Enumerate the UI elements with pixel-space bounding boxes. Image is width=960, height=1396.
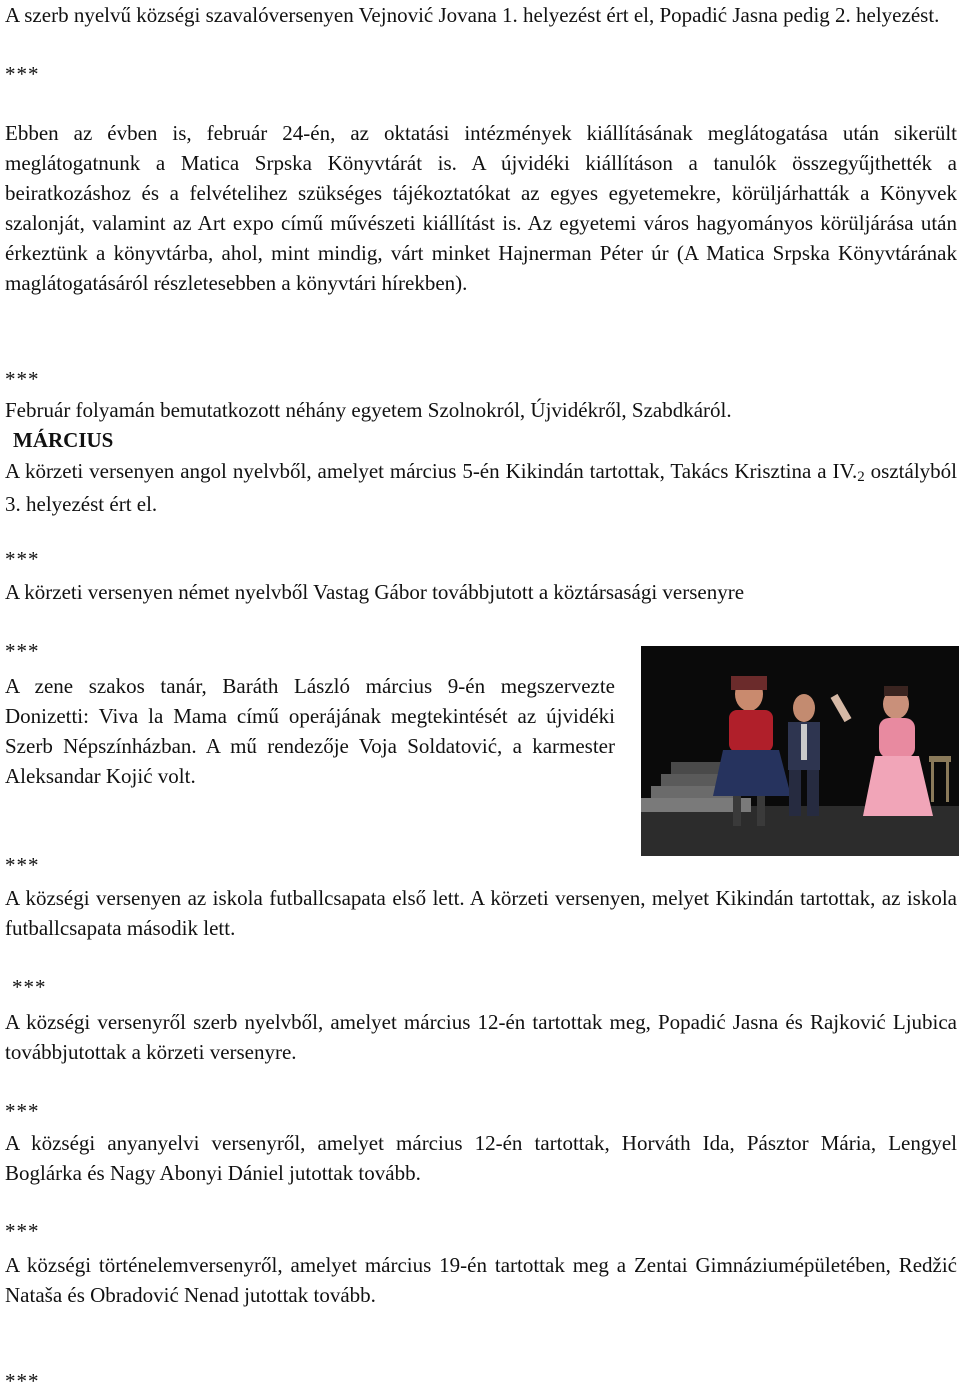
month-heading-march: MÁRCIUS — [13, 428, 114, 452]
paragraph-opera: A zene szakos tanár, Baráth László március 9-én megszervezte Donizetti: Viva la Mama című operájának megtekintését az újvidéki Szerb Népszínházban. A mű rendezője Voja Soldatović, a karmester Aleksandar Kojić volt. — [5, 674, 615, 788]
separator: *** — [5, 1099, 40, 1123]
paragraph-recitation: A szerb nyelvű községi szavalóversenyen Vejnović Jovana 1. helyezést ért el, Popadić Jasna pedig 2. helyezést. — [5, 3, 940, 27]
opera-stage-photo — [641, 646, 959, 856]
english-contest-text: A körzeti versenyen angol nyelvből, amelyet március 5-én Kikindán tartottak, Takács Krisztina a IV. — [5, 459, 858, 483]
paragraph-history-contest: A községi történelemversenyről, amelyet március 19-én tartottak meg a Zentai Gimnáziumépületében, Redžić Nataša és Obradović Nenad jutottak tovább. — [5, 1253, 957, 1307]
separator: *** — [5, 853, 40, 877]
separator: *** — [5, 62, 40, 86]
separator: *** — [5, 1369, 40, 1393]
paragraph-universities: Február folyamán bemutatkozott néhány egyetem Szolnokról, Újvidékről, Szabdkáról. — [5, 398, 732, 422]
paragraph-serbian-contest: A községi versenyről szerb nyelvből, amelyet március 12-én tartottak meg, Popadić Jasna és Rajković Ljubica továbbjutottak a körzeti versenyre. — [5, 1010, 957, 1064]
separator: *** — [12, 975, 47, 999]
separator: *** — [5, 1219, 40, 1243]
class-subscript: 2 — [857, 469, 865, 485]
paragraph-library-visit: Ebben az évben is, február 24-én, az oktatási intézmények kiállításának meglátogatása után sikerült meglátogatnunk a Matica Srpska Könyvtárát is. A újvidéki kiállításon a tanulók összegyűjthették a beiratkozáshoz és a felvételihez szükséges tájékoztatókat az egyes egyetemekre, körüljárhatták a Könyvek szalonját, valamint az Art expo című művészeti kiállítást is. Az egyetemi város hagyományos körüljárása után érkeztünk a könyvtárba, ahol, mint mindig, várt minket Hajnerman Péter úr (A Matica Srpska Könyvtárának maglátogatásáról részletesebben a könyvtári hírekben). — [5, 121, 957, 295]
separator: *** — [5, 639, 40, 663]
separator: *** — [5, 547, 40, 571]
paragraph-mother-tongue-contest: A községi anyanyelvi versenyről, amelyet március 12-én tartottak, Horváth Ida, Pásztor Mária, Lengyel Boglárka és Nagy Abonyi Dániel jutottak tovább. — [5, 1131, 957, 1185]
english-contest-text-end: osztályból 3. helyezést ért el. — [5, 459, 957, 516]
separator: *** — [5, 367, 40, 391]
paragraph-football: A községi versenyen az iskola futballcsapata első lett. A körzeti versenyen, melyet Kikindán tartottak, az iskola futballcsapata második lett. — [5, 886, 957, 940]
paragraph-german-contest: A körzeti versenyen német nyelvből Vastag Gábor továbbjutott a köztársasági versenyre — [5, 580, 745, 604]
paragraph-english-contest — [5, 456, 957, 519]
